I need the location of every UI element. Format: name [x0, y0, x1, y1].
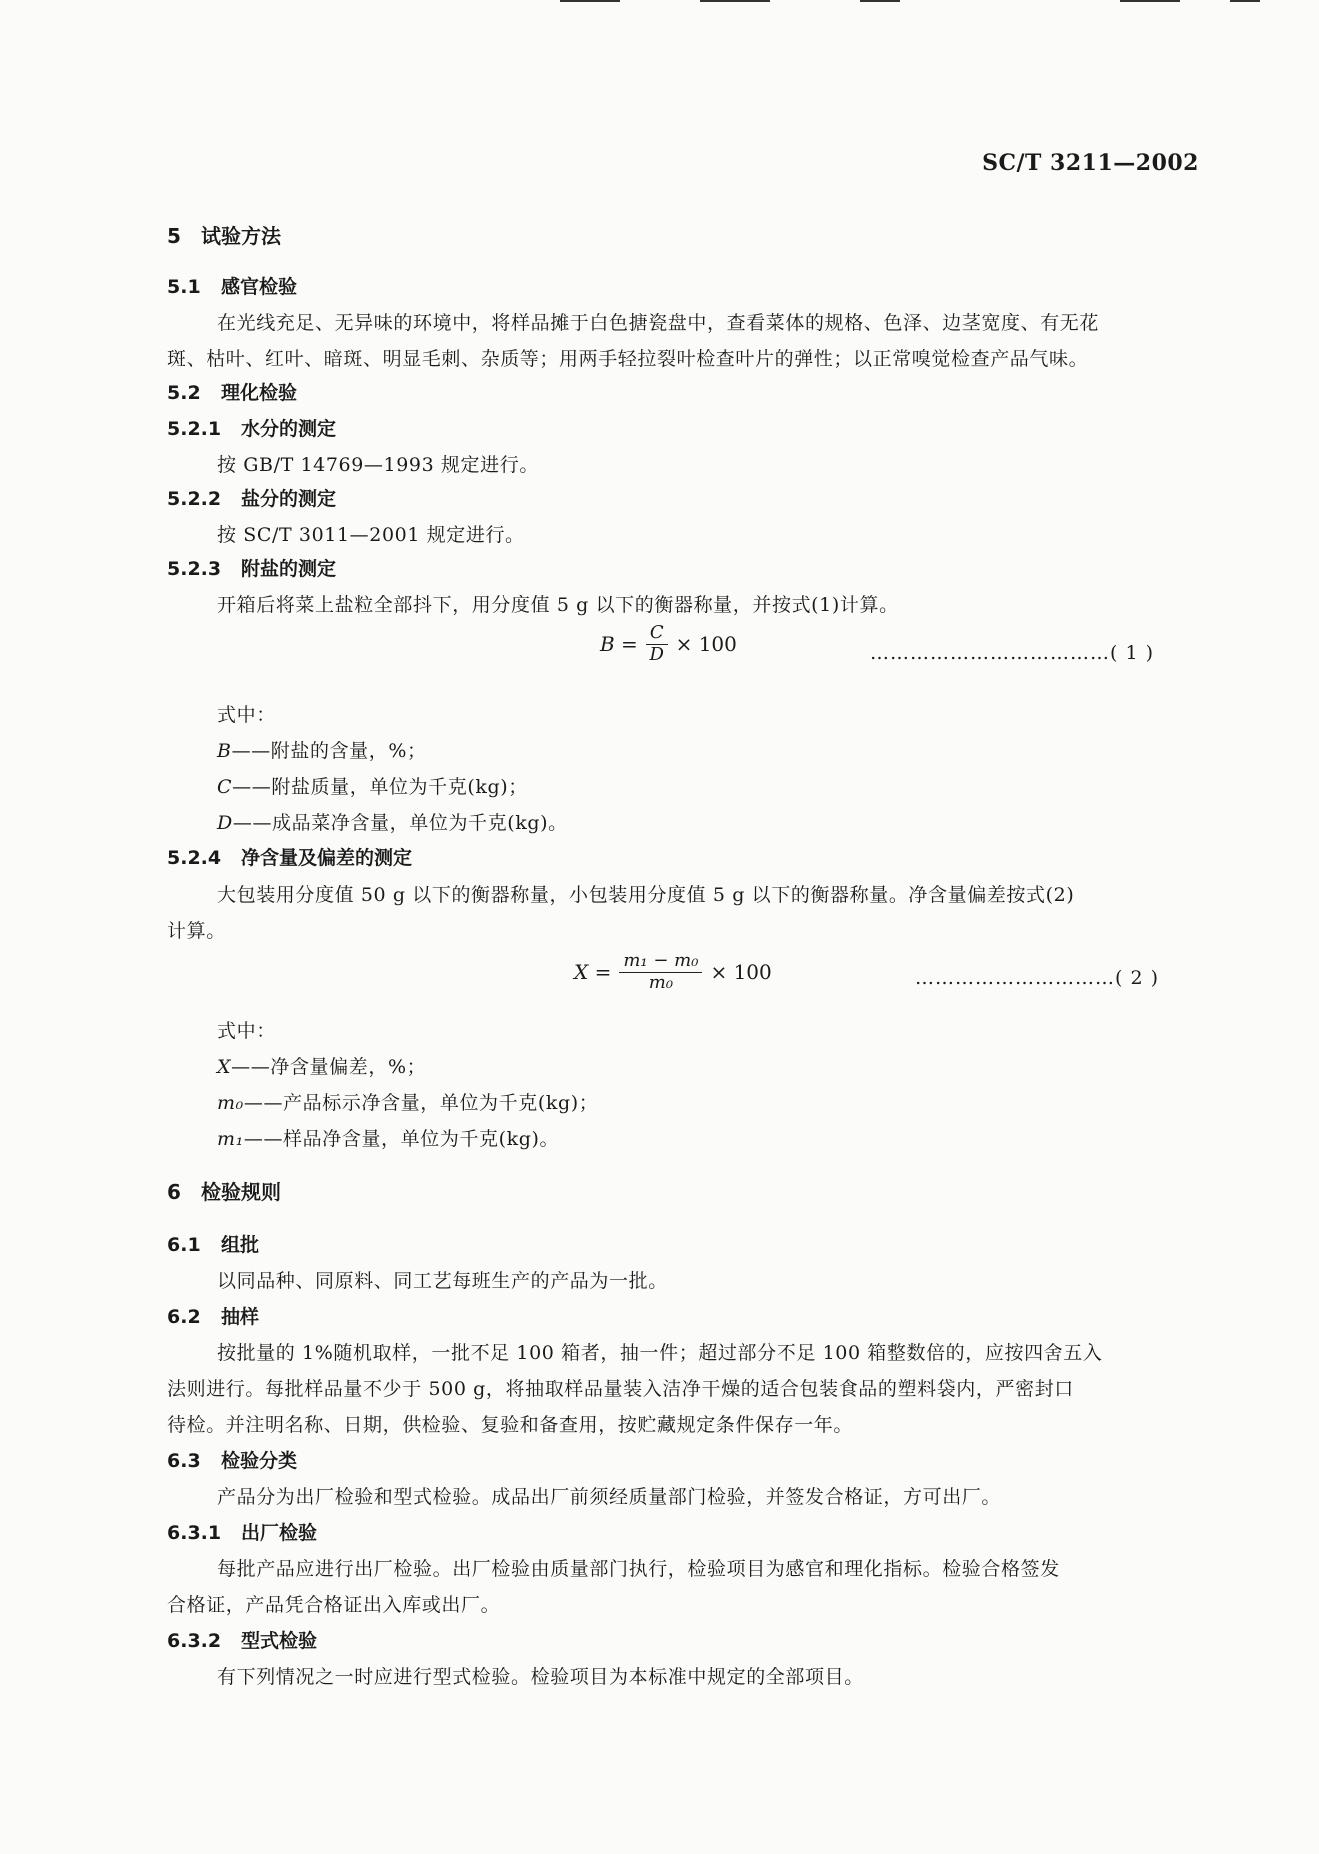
section-6-3-heading: 6.3 检验分类	[167, 1450, 298, 1472]
paragraph: 产品分为出厂检验和型式检验。成品出厂前须经质量部门检验，并签发合格证，方可出厂。	[217, 1486, 1002, 1508]
scan-mark	[1120, 0, 1180, 2]
section-5-2-1-heading: 5.2.1 水分的测定	[167, 418, 337, 440]
section-6-2-heading: 6.2 抽样	[167, 1306, 260, 1328]
paragraph: 法则进行。每批样品量不少于 500 g，将抽取样品量装入洁净干燥的适合包装食品的塑料袋内，严密封口	[167, 1378, 1074, 1400]
paragraph: 待检。并注明名称、日期，供检验、复验和备查用，按贮藏规定条件保存一年。	[167, 1414, 854, 1436]
paragraph: 每批产品应进行出厂检验。出厂检验由质量部门执行，检验项目为感官和理化指标。检验合格签发	[217, 1558, 1060, 1580]
paragraph: 在光线充足、无异味的环境中，将样品摊于白色搪瓷盘中，查看菜体的规格、色泽、边茎宽度、有无花	[217, 312, 1100, 334]
scan-mark	[1230, 0, 1260, 2]
formula-2: X = $\frac{\text{m₁ − m₀}}{\text{m₀}}$ × 100	[574, 950, 772, 993]
paragraph: 大包装用分度值 50 g 以下的衡器称量，小包装用分度值 5 g 以下的衡器称量。净含量偏差按式(2)	[217, 884, 1075, 906]
paragraph: 有下列情况之一时应进行型式检验。检验项目为本标准中规定的全部项目。	[217, 1666, 864, 1688]
definition: C——附盐质量，单位为千克(kg)；	[217, 776, 528, 798]
scan-mark	[560, 0, 620, 2]
definition: m₀——产品标示净含量，单位为千克(kg)；	[217, 1092, 599, 1114]
equation-number: ………………………………( 1 )	[870, 642, 1154, 664]
paragraph: 计算。	[167, 920, 226, 942]
section-5-2-4-heading: 5.2.4 净含量及偏差的测定	[167, 847, 413, 869]
section-5-heading: 5 试验方法	[167, 224, 281, 248]
scan-mark	[700, 0, 770, 2]
section-5-2-2-heading: 5.2.2 盐分的测定	[167, 488, 337, 510]
where-label: 式中：	[217, 704, 276, 726]
section-6-1-heading: 6.1 组批	[167, 1234, 260, 1256]
section-6-3-1-heading: 6.3.1 出厂检验	[167, 1522, 318, 1544]
paragraph: 开箱后将菜上盐粒全部抖下，用分度值 5 g 以下的衡器称量，并按式(1)计算。	[217, 594, 899, 616]
paragraph: 按 GB/T 14769—1993 规定进行。	[217, 454, 539, 476]
fraction: $\frac{\text{m₁ − m₀}}{\text{m₀}}$	[619, 952, 702, 993]
definition: D——成品菜净含量，单位为千克(kg)。	[217, 812, 568, 834]
definition: B——附盐的含量，%；	[217, 740, 427, 762]
formula-1: B = $\frac{C}{D}$ × 100	[600, 622, 737, 665]
equation-number: …………………………( 2 )	[915, 967, 1159, 989]
section-5-1-heading: 5.1 感官检验	[167, 276, 298, 298]
section-6-3-2-heading: 6.3.2 型式检验	[167, 1630, 318, 1652]
paragraph: 合格证，产品凭合格证出入库或出厂。	[167, 1594, 501, 1616]
fraction: $\frac{C}{D}$	[646, 624, 668, 665]
where-label: 式中：	[217, 1020, 276, 1042]
section-5-2-3-heading: 5.2.3 附盐的测定	[167, 558, 337, 580]
section-5-2-heading: 5.2 理化检验	[167, 382, 298, 404]
document-number: SC/T 3211—2002	[982, 150, 1199, 176]
paragraph: 按批量的 1%随机取样，一批不足 100 箱者，抽一件；超过部分不足 100 箱整数倍的，应按四舍五入	[217, 1342, 1103, 1364]
paragraph: 以同品种、同原料、同工艺每班生产的产品为一批。	[217, 1270, 668, 1292]
scan-mark	[860, 0, 900, 2]
definition: X——净含量偏差，%；	[217, 1056, 427, 1078]
definition: m₁——样品净含量，单位为千克(kg)。	[217, 1128, 560, 1150]
paragraph: 按 SC/T 3011—2001 规定进行。	[217, 524, 525, 546]
section-6-heading: 6 检验规则	[167, 1180, 281, 1204]
paragraph: 斑、枯叶、红叶、暗斑、明显毛刺、杂质等；用两手轻拉裂叶检查叶片的弹性；以正常嗅觉检查产品气味。	[167, 348, 1089, 370]
